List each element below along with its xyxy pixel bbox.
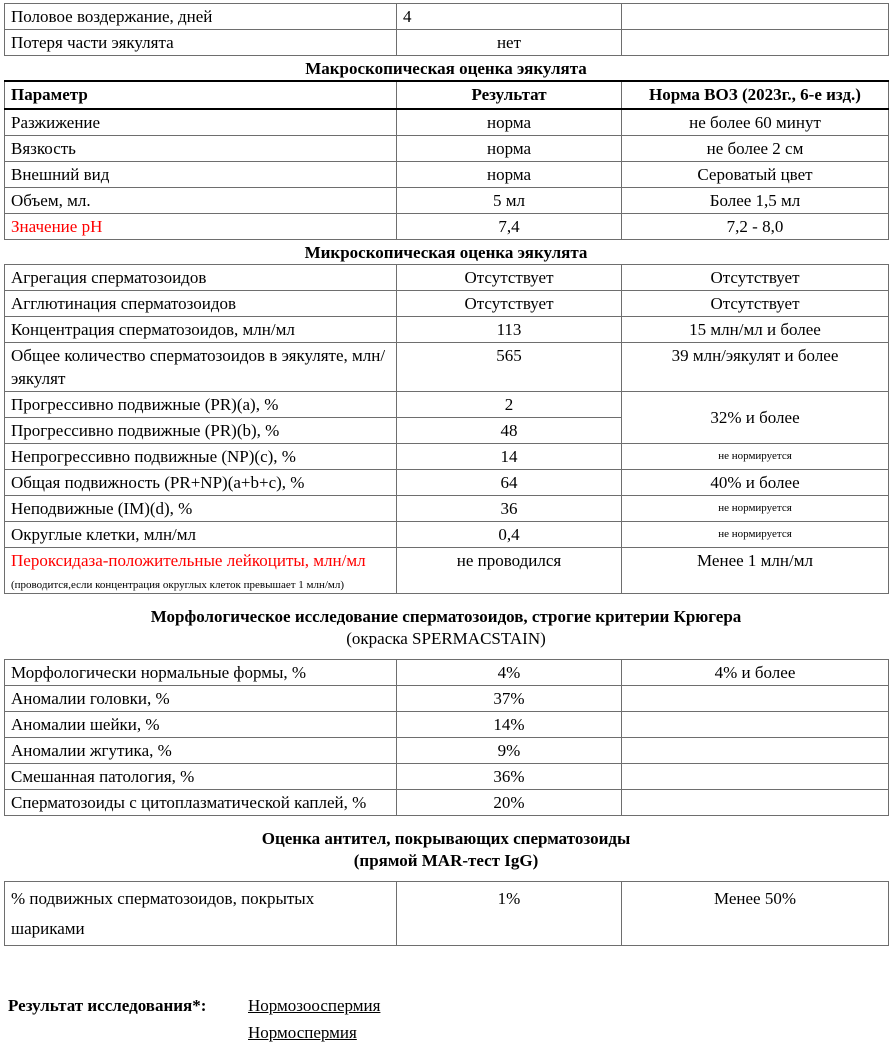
morphology-title: Морфологическое исследование сперматозоидов, строгие критерии Крюгера — [150, 607, 742, 626]
macro-table — [4, 80, 889, 240]
norm-cell — [622, 30, 889, 56]
norm-cell: 4% и более — [622, 660, 889, 686]
norm-cell — [622, 764, 889, 790]
table-row — [5, 712, 889, 738]
result-cell: 36 — [397, 496, 622, 522]
table-row — [5, 136, 889, 162]
conclusion-values — [248, 992, 888, 1046]
morphology-subtitle: (окраска SPERMACSTAIN) — [346, 629, 546, 648]
table-row — [5, 291, 889, 317]
conclusion-block — [4, 992, 888, 1046]
morphology-section-heading — [4, 604, 888, 651]
parameter-label: Разжижение — [11, 113, 101, 132]
table-row — [5, 738, 889, 764]
norm-cell: 32% и более — [622, 392, 889, 444]
result-cell: 565 — [397, 343, 622, 392]
norm-cell: Отсутствует — [622, 291, 889, 317]
parameter-label: Прогрессивно подвижные (PR)(b), % — [11, 421, 280, 440]
micro-section-title: Микроскопическая оценка эякулята — [304, 243, 588, 262]
table-row — [5, 522, 889, 548]
table-row — [5, 265, 889, 291]
parameter-label: Округлые клетки, млн/мл — [11, 525, 196, 544]
norm-cell — [622, 686, 889, 712]
result-cell: 20% — [397, 790, 622, 816]
result-cell: 36% — [397, 764, 622, 790]
table-row — [5, 343, 889, 392]
result-cell: 2 — [397, 392, 622, 418]
parameter-cell — [5, 790, 397, 816]
norm-cell: 39 млн/эякулят и более — [622, 343, 889, 392]
parameter-label: Общее количество сперматозоидов в эякуляте, млн/эякулят — [11, 346, 386, 388]
norm-cell: Менее 1 млн/мл — [622, 548, 889, 594]
parameter-label: Значение рН — [11, 217, 103, 236]
conclusion-label: Результат исследования*: — [8, 996, 207, 1015]
result-cell: 1% — [397, 882, 622, 946]
norm-cell: Менее 50% — [622, 882, 889, 946]
result-cell: 37% — [397, 686, 622, 712]
header-norm: Норма ВОЗ (2023г., 6-е изд.) — [622, 81, 889, 109]
parameter-label: Концентрация сперматозоидов, млн/мл — [11, 320, 295, 339]
parameter-cell — [5, 136, 397, 162]
norm-cell: не более 60 минут — [622, 109, 889, 136]
result-cell: не проводился — [397, 548, 622, 594]
table-row — [5, 660, 889, 686]
result-cell: норма — [397, 109, 622, 136]
macro-section-title: Макроскопическая оценка эякулята — [305, 59, 587, 78]
table-row — [5, 30, 889, 56]
morphology-table — [4, 659, 889, 816]
table-row — [5, 109, 889, 136]
norm-cell: Сероватый цвет — [622, 162, 889, 188]
parameter-label: Аномалии шейки, % — [11, 715, 160, 734]
table-row — [5, 162, 889, 188]
result-cell: 0,4 — [397, 522, 622, 548]
parameter-cell — [5, 317, 397, 343]
parameter-label: Пероксидаза-положительные лейкоциты, млн/мл — [11, 551, 366, 570]
parameter-label: Вязкость — [11, 139, 76, 158]
parameter-label: Потеря части эякулята — [11, 33, 174, 52]
norm-cell: 15 млн/мл и более — [622, 317, 889, 343]
result-cell: Отсутствует — [397, 291, 622, 317]
parameter-cell — [5, 343, 397, 392]
parameter-label: Агглютинация сперматозоидов — [11, 294, 237, 313]
norm-cell: не нормируется — [622, 522, 889, 548]
result-cell: Отсутствует — [397, 265, 622, 291]
norm-cell: Отсутствует — [622, 265, 889, 291]
mar-table — [4, 881, 889, 946]
result-cell: 14 — [397, 444, 622, 470]
table-row — [5, 188, 889, 214]
header-result: Результат — [397, 81, 622, 109]
mar-section-heading — [4, 826, 888, 873]
parameter-note: (проводится,если концентрация округлых клеток превышает 1 млн/мл) — [11, 579, 345, 591]
norm-cell: не нормируется — [622, 496, 889, 522]
norm-cell — [622, 790, 889, 816]
norm-cell: 7,2 - 8,0 — [622, 214, 889, 240]
parameter-cell — [5, 265, 397, 291]
table-row — [5, 392, 889, 418]
norm-cell: не нормируется — [622, 444, 889, 470]
parameter-label: Объем, мл. — [11, 191, 91, 210]
parameter-label: Агрегация сперматозоидов — [11, 268, 207, 287]
parameter-label: Внешний вид — [11, 165, 110, 184]
parameter-cell — [5, 522, 397, 548]
parameter-cell — [5, 738, 397, 764]
result-cell: 113 — [397, 317, 622, 343]
parameter-cell — [5, 660, 397, 686]
table-row — [5, 214, 889, 240]
micro-table — [4, 264, 889, 594]
conclusion-value: Нормозооспермия — [248, 996, 381, 1015]
parameter-label: Сперматозоиды с цитоплазматической каплей, % — [11, 793, 367, 812]
parameter-cell — [5, 418, 397, 444]
parameter-cell — [5, 291, 397, 317]
parameter-label: Половое воздержание, дней — [11, 7, 213, 26]
result-cell: 4 — [397, 4, 622, 30]
parameter-cell — [5, 392, 397, 418]
mar-title: Оценка антител, покрывающих сперматозоиды — [261, 829, 631, 848]
abstinence-table — [4, 3, 889, 56]
table-row — [5, 882, 889, 946]
parameter-cell — [5, 686, 397, 712]
parameter-cell — [5, 764, 397, 790]
table-row — [5, 444, 889, 470]
result-cell: 7,4 — [397, 214, 622, 240]
table-row — [5, 686, 889, 712]
parameter-cell — [5, 470, 397, 496]
table-header-row — [5, 81, 889, 109]
parameter-cell — [5, 712, 397, 738]
parameter-label: Неподвижные (IM)(d), % — [11, 499, 193, 518]
parameter-label: Морфологически нормальные формы, % — [11, 663, 307, 682]
table-row — [5, 496, 889, 522]
parameter-cell — [5, 444, 397, 470]
result-cell: 48 — [397, 418, 622, 444]
mar-subtitle: (прямой MAR-тест IgG) — [353, 851, 539, 870]
result-cell: нет — [397, 30, 622, 56]
parameter-label: Аномалии жгутика, % — [11, 741, 172, 760]
parameter-label: % подвижных сперматозоидов, покрытых шариками — [11, 889, 315, 938]
norm-cell: не более 2 см — [622, 136, 889, 162]
parameter-cell — [5, 496, 397, 522]
table-row — [5, 4, 889, 30]
norm-cell — [622, 712, 889, 738]
parameter-cell — [5, 214, 397, 240]
table-row — [5, 317, 889, 343]
parameter-label: Непрогрессивно подвижные (NP)(c), % — [11, 447, 296, 466]
result-cell: норма — [397, 136, 622, 162]
table-row — [5, 790, 889, 816]
norm-cell: 40% и более — [622, 470, 889, 496]
parameter-cell — [5, 109, 397, 136]
norm-cell — [622, 738, 889, 764]
parameter-cell — [5, 548, 397, 594]
result-cell: 9% — [397, 738, 622, 764]
result-cell: норма — [397, 162, 622, 188]
parameter-cell — [5, 4, 397, 30]
parameter-label: Смешанная патология, % — [11, 767, 195, 786]
parameter-label: Общая подвижность (PR+NP)(a+b+c), % — [11, 473, 305, 492]
parameter-label: Прогрессивно подвижные (PR)(a), % — [11, 395, 279, 414]
result-cell: 64 — [397, 470, 622, 496]
parameter-cell — [5, 882, 397, 946]
parameter-cell — [5, 162, 397, 188]
result-cell: 5 мл — [397, 188, 622, 214]
table-row — [5, 548, 889, 594]
parameter-cell — [5, 30, 397, 56]
result-cell: 14% — [397, 712, 622, 738]
result-cell: 4% — [397, 660, 622, 686]
header-parameter: Параметр — [5, 81, 397, 109]
norm-cell — [622, 4, 889, 30]
table-row — [5, 470, 889, 496]
norm-cell: Более 1,5 мл — [622, 188, 889, 214]
parameter-label: Аномалии головки, % — [11, 689, 170, 708]
table-row — [5, 764, 889, 790]
conclusion-value: Нормоспермия — [248, 1023, 357, 1042]
parameter-cell — [5, 188, 397, 214]
